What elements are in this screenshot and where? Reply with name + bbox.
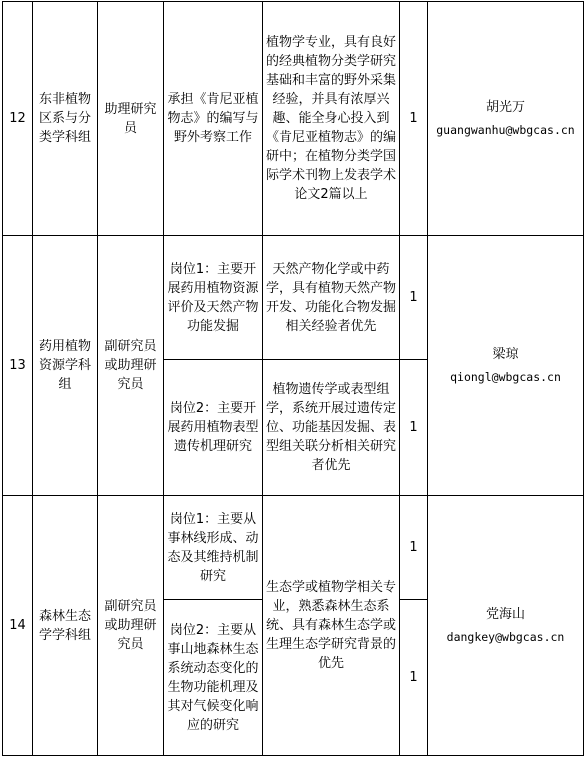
research-group: 东非植物区系与分类学科组 — [33, 2, 98, 236]
position-title: 副研究员或助理研究员 — [98, 496, 164, 756]
contact-person: 胡光万 — [485, 99, 525, 115]
job-requirement: 生态学或植物学相关专业，熟悉森林生态系统、具有森林生态学或生理生态学研究背景的优先 — [263, 496, 400, 756]
research-group: 森林生态学学科组 — [33, 496, 98, 756]
row-number: 13 — [3, 236, 33, 496]
job-requirement: 天然产物化学或中药学，具有植物天然产物开发、功能化合物发掘相关经验者优先 — [263, 236, 400, 360]
headcount: 1 — [400, 2, 428, 236]
contact-cell — [428, 236, 584, 496]
table-row — [3, 2, 584, 236]
job-requirement: 植物遗传学或表型组学，系统开展过遗传定位、功能基因发掘、表型组关联分析相关研究者优先 — [263, 360, 400, 496]
job-duty: 承担《肯尼亚植物志》的编写与野外考察工作 — [164, 2, 263, 236]
position-title: 副研究员或助理研究员 — [98, 236, 164, 496]
contact-person: 党海山 — [485, 606, 525, 622]
job-duty: 岗位1：主要从事林线形成、动态及其维持机制研究 — [164, 496, 263, 600]
contact-email[interactable]: qiongl@wbgcas.cn — [450, 369, 561, 384]
table-row — [3, 236, 584, 360]
job-duty: 岗位1：主要开展药用植物资源评价及天然产物功能发掘 — [164, 236, 263, 360]
headcount: 1 — [400, 600, 428, 756]
headcount: 1 — [400, 236, 428, 360]
row-number: 14 — [3, 496, 33, 756]
position-title: 助理研究员 — [98, 2, 164, 236]
contact-email[interactable]: guangwanhu@wbgcas.cn — [436, 122, 575, 137]
headcount: 1 — [400, 496, 428, 600]
job-duty: 岗位2：主要开展药用植物表型遗传机理研究 — [164, 360, 263, 496]
recruitment-table — [2, 1, 584, 756]
job-duty: 岗位2：主要从事山地森林生态系统动态变化的生物功能机理及其对气候变化响应的研究 — [164, 600, 263, 756]
contact-email[interactable]: dangkey@wbgcas.cn — [446, 629, 565, 644]
contact-person: 梁琼 — [492, 346, 519, 362]
row-number: 12 — [3, 2, 33, 236]
contact-cell — [428, 2, 584, 236]
contact-cell — [428, 496, 584, 756]
table-row — [3, 496, 584, 600]
headcount: 1 — [400, 360, 428, 496]
job-requirement: 植物学专业，具有良好的经典植物分类学研究基础和丰富的野外采集经验，并具有浓厚兴趣、能全身心投入到《肯尼亚植物志》的编研中；在植物分类学国际学术刊物上发表学术论文2篇以上 — [263, 2, 400, 236]
research-group: 药用植物资源学科组 — [33, 236, 98, 496]
